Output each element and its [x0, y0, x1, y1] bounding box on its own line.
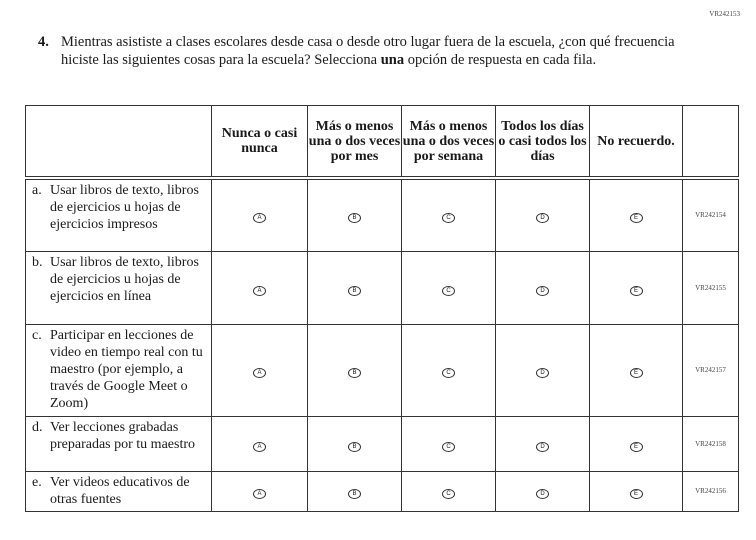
row-letter: c.: [32, 327, 42, 343]
option-cell: [402, 324, 496, 416]
option-cell: [496, 416, 590, 471]
row-letter: b.: [32, 254, 43, 270]
table-row: [26, 471, 739, 511]
table-row: [26, 416, 739, 471]
option-cell: [212, 178, 308, 251]
option-cell: [402, 471, 496, 511]
option-cell: [308, 471, 402, 511]
option-cell: [212, 416, 308, 471]
header-blank: [26, 106, 212, 179]
row-text: Ver videos educativos de otras fuentes: [50, 474, 190, 507]
column-header: Nunca o casi nunca: [212, 106, 308, 179]
column-header: Más o menos una o dos veces por mes: [308, 106, 402, 179]
answer-bubble-d[interactable]: D: [536, 286, 549, 296]
question-prompt: [38, 34, 698, 69]
answer-bubble-a[interactable]: A: [253, 213, 266, 223]
row-letter: e.: [32, 474, 42, 490]
answer-bubble-d[interactable]: D: [536, 442, 549, 452]
question-number: 4.: [38, 34, 49, 50]
question-text-start: Mientras asististe a clases escolares desde casa o desde otro lugar fuera de la escuela, ¿con qué frecuencia hiciste las siguientes cosas para la escuela? Selecciona: [61, 34, 675, 68]
row-text: Ver lecciones grabadas preparadas por tu maestro: [50, 419, 195, 452]
row-text: Usar libros de texto, libros de ejercicios u hojas de ejercicios impresos: [50, 183, 199, 232]
answer-bubble-b[interactable]: B: [348, 286, 361, 296]
option-cell: [590, 324, 683, 416]
answer-bubble-a[interactable]: A: [253, 442, 266, 452]
answer-bubble-c[interactable]: C: [442, 489, 455, 499]
item-code: VR242157: [683, 324, 739, 416]
header-code-blank: [683, 106, 739, 179]
table-row: [26, 324, 739, 416]
row-text: Participar en lecciones de video en tiempo real con tu maestro (por ejemplo, a través de Google Meet o Zoom): [50, 327, 203, 411]
option-cell: [590, 471, 683, 511]
table-row: [26, 251, 739, 324]
answer-bubble-a[interactable]: A: [253, 489, 266, 499]
option-cell: [496, 178, 590, 251]
column-header: No recuerdo.: [590, 106, 683, 179]
item-code: VR242156: [683, 471, 739, 511]
answer-bubble-d[interactable]: D: [536, 213, 549, 223]
response-grid: [25, 105, 739, 512]
answer-bubble-c[interactable]: C: [442, 368, 455, 378]
answer-bubble-b[interactable]: B: [348, 442, 361, 452]
item-code: VR242155: [683, 251, 739, 324]
option-cell: [496, 324, 590, 416]
answer-bubble-c[interactable]: C: [442, 442, 455, 452]
answer-bubble-b[interactable]: B: [348, 213, 361, 223]
row-letter: d.: [32, 419, 43, 435]
answer-bubble-a[interactable]: A: [253, 368, 266, 378]
option-cell: [308, 178, 402, 251]
answer-bubble-e[interactable]: E: [630, 489, 643, 499]
answer-bubble-b[interactable]: B: [348, 489, 361, 499]
column-header: Todos los días o casi todos los días: [496, 106, 590, 179]
row-label: [26, 178, 212, 251]
row-label: [26, 251, 212, 324]
answer-bubble-c[interactable]: C: [442, 213, 455, 223]
column-header: Más o menos una o dos veces por semana: [402, 106, 496, 179]
item-code: VR242158: [683, 416, 739, 471]
item-code: VR242154: [683, 178, 739, 251]
option-cell: [496, 251, 590, 324]
row-label: [26, 471, 212, 511]
table-row: [26, 178, 739, 251]
option-cell: [402, 251, 496, 324]
option-cell: [590, 178, 683, 251]
answer-bubble-a[interactable]: A: [253, 286, 266, 296]
page-code: VR242153: [709, 10, 740, 18]
answer-bubble-b[interactable]: B: [348, 368, 361, 378]
option-cell: [496, 471, 590, 511]
option-cell: [590, 251, 683, 324]
option-cell: [402, 178, 496, 251]
question-text-emphasis: una: [380, 51, 405, 68]
header-row: [26, 106, 739, 179]
row-text: Usar libros de texto, libros de ejercicios u hojas de ejercicios en línea: [50, 254, 199, 304]
option-cell: [212, 324, 308, 416]
answer-bubble-e[interactable]: E: [630, 368, 643, 378]
row-label: [26, 416, 212, 471]
option-cell: [212, 251, 308, 324]
option-cell: [308, 251, 402, 324]
answer-bubble-d[interactable]: D: [536, 489, 549, 499]
answer-bubble-e[interactable]: E: [630, 442, 643, 452]
answer-bubble-d[interactable]: D: [536, 368, 549, 378]
answer-bubble-e[interactable]: E: [630, 213, 643, 223]
option-cell: [308, 416, 402, 471]
option-cell: [590, 416, 683, 471]
answer-bubble-e[interactable]: E: [630, 286, 643, 296]
option-cell: [402, 416, 496, 471]
answer-bubble-c[interactable]: C: [442, 286, 455, 296]
option-cell: [308, 324, 402, 416]
row-letter: a.: [32, 183, 42, 198]
question-text-end: opción de respuesta en cada fila.: [404, 51, 597, 68]
row-label: [26, 324, 212, 416]
question-text: [61, 34, 698, 69]
option-cell: [212, 471, 308, 511]
